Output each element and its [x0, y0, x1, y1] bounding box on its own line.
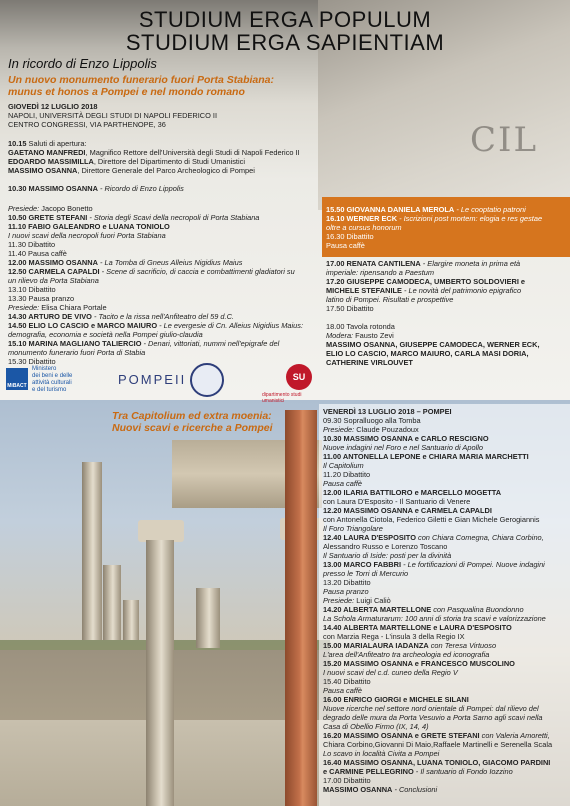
program-line: Pausa caffè	[326, 241, 365, 250]
day2-items	[323, 416, 552, 794]
program-line: imperiale: ripensando a Paestum	[326, 268, 435, 277]
brick-column	[285, 410, 317, 806]
program-line: 11.30 Dibattito	[8, 240, 56, 249]
program-line: 17.20 GIUSEPPE CAMODECA, UMBERTO SOLDOVIERI e	[326, 277, 526, 286]
program-line: 16.40 MASSIMO OSANNA, LUANA TONIOLO, GIACOMO PARDINI	[323, 758, 551, 767]
program-line: presso le Torri di Mercurio	[323, 569, 409, 578]
su-logo: SU	[286, 364, 312, 390]
program-line: Alessandro Russo e Lorenzo Toscano	[323, 542, 448, 551]
program-line: MASSIMO OSANNA, GIUSEPPE CAMODECA, WERNER ECK,	[326, 340, 540, 349]
program-line	[326, 313, 540, 322]
department-logo-text: dipartimento studi umanistici	[262, 392, 302, 404]
program-line: Presiede: Luigi Caliò	[323, 596, 391, 605]
program-line: 13.00 MARCO FABBRI - Le fortificazioni di Pompei. Nuove indagini	[323, 560, 545, 569]
program-line: Pausa caffè	[323, 686, 363, 695]
program-line: 11.40 Pausa caffè	[8, 249, 67, 258]
program-line: Casa di Obellio Firmo (IX, 14, 4)	[323, 722, 429, 731]
opening-heading: 10.15 Saluti di apertura:	[8, 139, 87, 148]
program-line: 16.00 ENRICO GIORGI e MICHELE SILANI	[323, 695, 469, 704]
program-line: con Marzia Rega - L'insula 3 della Regio IX	[323, 632, 465, 641]
program-line: Pausa pranzo	[323, 587, 369, 596]
pompeii-logo: POMPEII	[118, 372, 187, 387]
program-line: Il Foro Triangolare	[323, 524, 383, 533]
program-line: La Schola Armaturarum: 100 anni di storia tra scavi e valorizzazione	[323, 614, 546, 623]
program-line: demografia, economia e società nella Pompei giulio-claudia	[8, 330, 203, 339]
program-line: 15.50 GIOVANNA DANIELA MEROLA - Le cooptatio patroni	[326, 205, 526, 214]
program-line: 14.40 ALBERTA MARTELLONE e LAURA D'ESPOSITO	[323, 623, 512, 632]
program-line: 17.00 Dibattito	[323, 776, 371, 785]
program-line: I nuovi scavi del c.d. cuneo della Regio V	[323, 668, 458, 677]
program-line: Nuove ricerche nel settore nord orientale di Pompei: dal rilievo del	[323, 704, 539, 713]
day1-program	[8, 204, 303, 366]
column	[123, 600, 139, 640]
day1-venue	[8, 102, 217, 129]
program-line: 13.30 Pausa pranzo	[8, 294, 75, 303]
program-line: 16.20 MASSIMO OSANNA e GRETE STEFANI con Valeria Amoretti,	[323, 731, 550, 740]
program-line: 14.50 ELIO LO CASCIO e MARCO MAIURO - Le evergesie di Cn. Alleius Nigidius Maius:	[8, 321, 304, 330]
day1-subtitle-line2: munus et honos a Pompei e nel mondo romano	[8, 86, 245, 98]
program-line: CATHERINE VIRLOUVET	[326, 358, 413, 367]
program-line: 13.20 Dibattito	[323, 578, 371, 587]
opening-session	[8, 139, 300, 175]
column	[196, 588, 220, 648]
venue-line: CENTRO CONGRESSI, VIA PARTHENOPE, 36	[8, 120, 166, 129]
program-line: 10.30 MASSIMO OSANNA e CARLO RESCIGNO	[323, 434, 489, 443]
memorial-subtitle: In ricordo di Enzo Lippolis	[8, 56, 157, 71]
program-line: 14.30 ARTURO DE VIVO - Tacito e la rissa nell'Anfiteatro del 59 d.C.	[8, 312, 234, 321]
program-line: 16.10 WERNER ECK - Iscrizioni post mortem: elogia e res gestae	[326, 214, 543, 223]
program-line: Il Santuario di Iside: posti per la divinità	[323, 551, 452, 560]
day1-afternoon	[326, 259, 540, 367]
ministry-logo-text: Ministero dei beni e delle attività culturali e del turismo	[32, 366, 73, 393]
program-line: 15.10 MARINA MAGLIANO TALIERCIO - Denari, vittoriati, nummi nell'epigrafe del	[8, 339, 280, 348]
program-line: Presiede: Elisa Chiara Portale	[8, 303, 107, 312]
program-line: 15.30 Dibattito	[8, 357, 56, 366]
program-line: 17.00 RENATA CANTILENA - Elargire moneta in prima età	[326, 259, 521, 268]
program-line: Il Capitolium	[323, 461, 364, 470]
program-line: Presiede: Jacopo Bonetto	[8, 204, 93, 213]
program-line: Pausa caffè	[323, 479, 363, 488]
program-line: 12.20 MASSIMO OSANNA e CARMELA CAPALDI	[323, 506, 492, 515]
program-line: 14.20 ALBERTA MARTELLONE con Pasqualina Buondonno	[323, 605, 524, 614]
program-line: ELIO LO CASCIO, MARCO MAIURO, CARLA MASI DORIA,	[326, 349, 529, 358]
program-line: MICHELE STEFANILE - Le novità del patrimonio epigrafico	[326, 286, 522, 295]
opening-speaker: GAETANO MANFREDI, Magnifico Rettore dell'Università degli Studi di Napoli Federico II	[8, 148, 300, 157]
program-line: con Antonella Ciotola, Federico Giletti e Gian Michele Gerogiannis	[323, 515, 540, 524]
day1-subtitle-line1: Un nuovo monumento funerario fuori Porta Stabiana:	[8, 74, 275, 86]
mibact-logo: MiBACT	[6, 368, 28, 390]
program-line: monumento funerario fuori Porta di Stabia	[8, 348, 146, 357]
program-line: 11.10 FABIO GALEANDRO e LUANA TONIOLO	[8, 222, 170, 231]
program-line: degrado delle mura da Porta Vesuvio a Porta Sarno agli scavi nella	[323, 713, 543, 722]
stone-inscription: CIL	[470, 120, 539, 160]
day2-program	[323, 407, 552, 794]
program-line: 15.20 MASSIMO OSANNA e FRANCESCO MUSCOLINO	[323, 659, 515, 668]
program-line: oltre a cursus honorum	[326, 223, 402, 232]
program-line: 12.00 MASSIMO OSANNA - La Tomba di Gneus Alleius Nigidius Maius	[8, 258, 243, 267]
program-line: 15.40 Dibattito	[323, 677, 371, 686]
talk-lippolis: 10.30 MASSIMO OSANNA - Ricordo di Enzo Lippolis	[8, 184, 184, 193]
program-line: 13.10 Dibattito	[8, 285, 56, 294]
program-line: Lo scavo in località Civita a Pompei	[323, 749, 440, 758]
program-line: 09.30 Sopralluogo alla Tomba	[323, 416, 421, 425]
column	[146, 540, 174, 806]
program-line: L'area dell'Anfiteatro tra archeologia ed iconografia	[323, 650, 490, 659]
program-line: 12.40 LAURA D'ESPOSITO con Chiara Comegna, Chiara Corbino,	[323, 533, 544, 542]
day2-subtitle-line2: Nuovi scavi e ricerche a Pompei	[112, 422, 273, 434]
day2-subtitle-line1: Tra Capitolium ed extra moenia:	[112, 410, 272, 422]
main-title-line1: STUDIUM ERGA POPULUM	[138, 7, 432, 32]
venue-line: NAPOLI, UNIVERSITÀ DEGLI STUDI DI NAPOLI FEDERICO II	[8, 111, 218, 120]
program-line: 12.00 ILARIA BATTILORO e MARCELLO MOGETTA	[323, 488, 502, 497]
program-line: 17.50 Dibattito	[326, 304, 374, 313]
program-line: I nuovi scavi della necropoli fuori Porta Stabiana	[8, 231, 166, 240]
program-line: Nuove indagini nel Foro e nel Santuario di Apollo	[323, 443, 483, 452]
program-line: 16.30 Dibattito	[326, 232, 374, 241]
main-title-line2: STUDIUM ERGA SAPIENTIAM	[125, 30, 445, 55]
program-line: latino di Pompei. Risultati e prospettive	[326, 295, 454, 304]
program-line: 12.50 CARMELA CAPALDI - Scene di sacrificio, di caccia e combattimenti gladiatori su	[8, 267, 295, 276]
program-line: 10.50 GRETE STEFANI - Storia degli Scavi della necropoli di Porta Stabiana	[8, 213, 260, 222]
day1-afternoon-orange	[326, 205, 542, 250]
program-line: e CARMINE PELLEGRINO - Il santuario di Fondo Iozzino	[323, 767, 513, 776]
column-capital	[138, 520, 184, 542]
opening-speaker: EDOARDO MASSIMILLA, Direttore del Dipartimento di Studi Umanistici	[8, 157, 245, 166]
program-line: Presiede: Claude Pouzadoux	[323, 425, 419, 434]
day1-date: GIOVEDÌ 12 LUGLIO 2018	[8, 102, 98, 111]
logo-bar	[0, 360, 320, 404]
column	[103, 565, 121, 640]
program-line: 18.00 Tavola rotonda	[326, 322, 395, 331]
program-line: MASSIMO OSANNA - Conclusioni	[323, 785, 438, 794]
program-line: Chiara Corbino,Giovanni Di Maio,Raffaele Martinelli e Serenella Scala	[323, 740, 553, 749]
program-line: Modera: Fausto Zevi	[326, 331, 394, 340]
program-line: un rilievo da Porta Stabiana	[8, 276, 99, 285]
opening-speaker: MASSIMO OSANNA, Direttore Generale del Parco Archeologico di Pompei	[8, 166, 255, 175]
day2-date: VENERDÌ 13 LUGLIO 2018 – POMPEI	[323, 407, 452, 416]
program-line: con Laura D'Esposito - Il Santuario di Venere	[323, 497, 471, 506]
program-line: 11.00 ANTONELLA LEPONE e CHIARA MARIA MARCHETTI	[323, 452, 529, 461]
program-line: 15.00 MARIALAURA IADANZA con Teresa Virtuoso	[323, 641, 497, 650]
column	[82, 462, 102, 640]
program-line: 11.20 Dibattito	[323, 470, 371, 479]
university-seal-logo	[190, 363, 224, 397]
